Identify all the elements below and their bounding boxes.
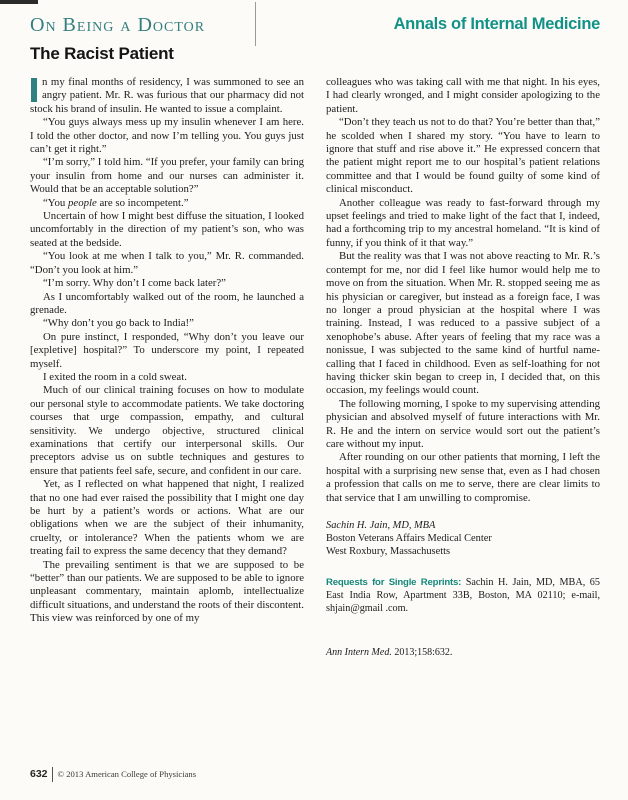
article-paragraph: “You look at me when I talk to you,” Mr. R. commanded. “Don’t you look at him.” [30,250,304,276]
article-paragraph: Yet, as I reflected on what happened that night, I realized that no one had ever raised the possibility that I might one day be hurt by a patient’s words or actions. What are our obligations when we are the subject of their inhumanity, cruelty, or intolerance? When the patients whom we are treating fail to express the same decency that they demand? [30,478,304,558]
citation-journal: Ann Intern Med. [326,646,392,658]
citation-reference: 2013;158:632. [391,646,453,658]
article-paragraph: I exited the room in a cold sweat. [43,370,187,383]
author-location: West Roxbury, Massachusetts [326,546,451,558]
article-paragraph: “Why don’t you go back to India!” [43,317,194,330]
article-paragraph: “I’m sorry,” I told him. “If you prefer, your family can bring your insulin from home and our nurses can administer it. Would that be an acceptable solution?” [30,156,304,196]
article-body [30,76,600,659]
section-title: On Being a Doctor [30,14,206,36]
quote-emphasis: people [68,196,97,209]
header-divider [255,2,256,46]
article-paragraph: On pure instinct, I responded, “Why don’t you leave our [expletive] hospital?” To underscore my point, I repeated myself. [30,330,304,370]
article-paragraph: colleagues who was taking call with me that night. In his eyes, I had clearly wronged, and I might consider apologizing to the patient. [326,76,600,115]
left-column [30,76,304,659]
journal-name: Annals of Internal Medicine [393,15,600,33]
article-paragraph: After rounding on our other patients that morning, I left the hospital with a surprising new sense that, even as I had chosen a profession that calls on me to serve, there are clear limits to that service that I am unwilling to compromise. [326,451,600,504]
dropcap-initial [31,78,37,102]
right-column [326,76,600,659]
lead-paragraph [30,76,304,116]
page-footer [30,765,196,783]
author-name: Sachin H. Jain, MD, MBA [326,520,436,531]
article-paragraph: “You guys always mess up my insulin whenever I am here. I told the other doctor, and now I’m telling you. You guys just can’t get it right.” [30,116,304,156]
page-number: 632 [30,768,48,780]
quote-text: “You [43,196,69,209]
page-header [30,6,600,44]
article-paragraph: Uncertain of how I might best diffuse the situation, I looked uncomfortably in the direction of my patient’s son, who was seated at the bedside. [30,210,304,249]
reprints-label: Requests for Single Reprints: [326,576,462,588]
reprints-text: Sachin H. Jain, MD, MBA, 65 East India Row, Apartment 33B, Boston, MA 02110; e-mail, shjain@gmail .com. [326,576,600,614]
footer-divider [52,767,53,782]
lead-paragraph-text: n my final months of residency, I was summoned to see an angry patient. Mr. R. was furious that our pharmacy did not stock his brand of insulin. He wanted to issue a complaint. [30,76,304,115]
article-title: The Racist Patient [30,44,174,63]
quote-text: are so incompetent.” [96,196,189,209]
article-paragraph: Another colleague was ready to fast-forward through my upset feelings and tried to make light of the fact that I, indeed, had a forthcoming trip to my ancestral homeland. “It is kind of funny, if you think of it that way.” [326,196,600,249]
reprints-note [326,576,600,615]
citation [326,646,600,659]
article-paragraph [30,197,304,210]
copyright-notice: © 2013 American College of Physicians [57,769,197,779]
article-paragraph: The following morning, I spoke to my supervising attending physician and absolved myself of future interactions with Mr. R. He and the intern on service would sort out the patient’s care without my input. [326,397,600,450]
scan-edge-artifact [0,0,38,4]
article-paragraph: “Don’t they teach us not to do that? You’re better than that,” he scolded when I shared my story. “You have to learn to ignore that stuff and rise above it.” He expressed concern that the patient might report me to our hospital’s patient relations committee and that I would be found guilty of some kind of clinical misconduct. [326,116,600,196]
article-paragraph: As I uncomfortably walked out of the room, he launched a grenade. [30,290,304,316]
author-block [326,519,600,559]
article-paragraph: “I’m sorry. Why don’t I come back later?” [43,277,226,290]
article-paragraph: But the reality was that I was not above reacting to Mr. R.’s contempt for me, nor did I feel like humor would help me to move on from the situation. When Mr. R. stopped seeing me as his physician or caregiver, but instead as a foreign face, I was no longer a proud physician at the hospital where I was training. Instead, I was reduced to a passive subject of a xenophobe’s abuse. After years of feeling that my race was a nonissue, I was subjected to the same kind of hurtful name-calling that I faced in childhood. Even as self-loathing for not having thicker skin began to creep in, I decided that, on this occasion, my feelings would count. [326,250,600,397]
author-affiliation: Boston Veterans Affairs Medical Center [326,533,492,545]
article-paragraph: Much of our clinical training focuses on how to modulate our personal style to accommodate patients. We take doctoring courses that urge compassion, empathy, and cultural sensitivity. We undergo objective, structured clinical examinations that certify our interpersonal skills. Our preceptors advise us on subtle techniques and gestures to ensure that patients feel safe, secure, and confident in our care. [30,384,304,477]
article-paragraph: The prevailing sentiment is that we are supposed to be “better” than our patients. We are supposed to be able to ignore unpleasant commentary, maintain aplomb, intellectualize difficult situations, and understand the roots of their discontent. This view was reinforced by one of my [30,558,304,625]
